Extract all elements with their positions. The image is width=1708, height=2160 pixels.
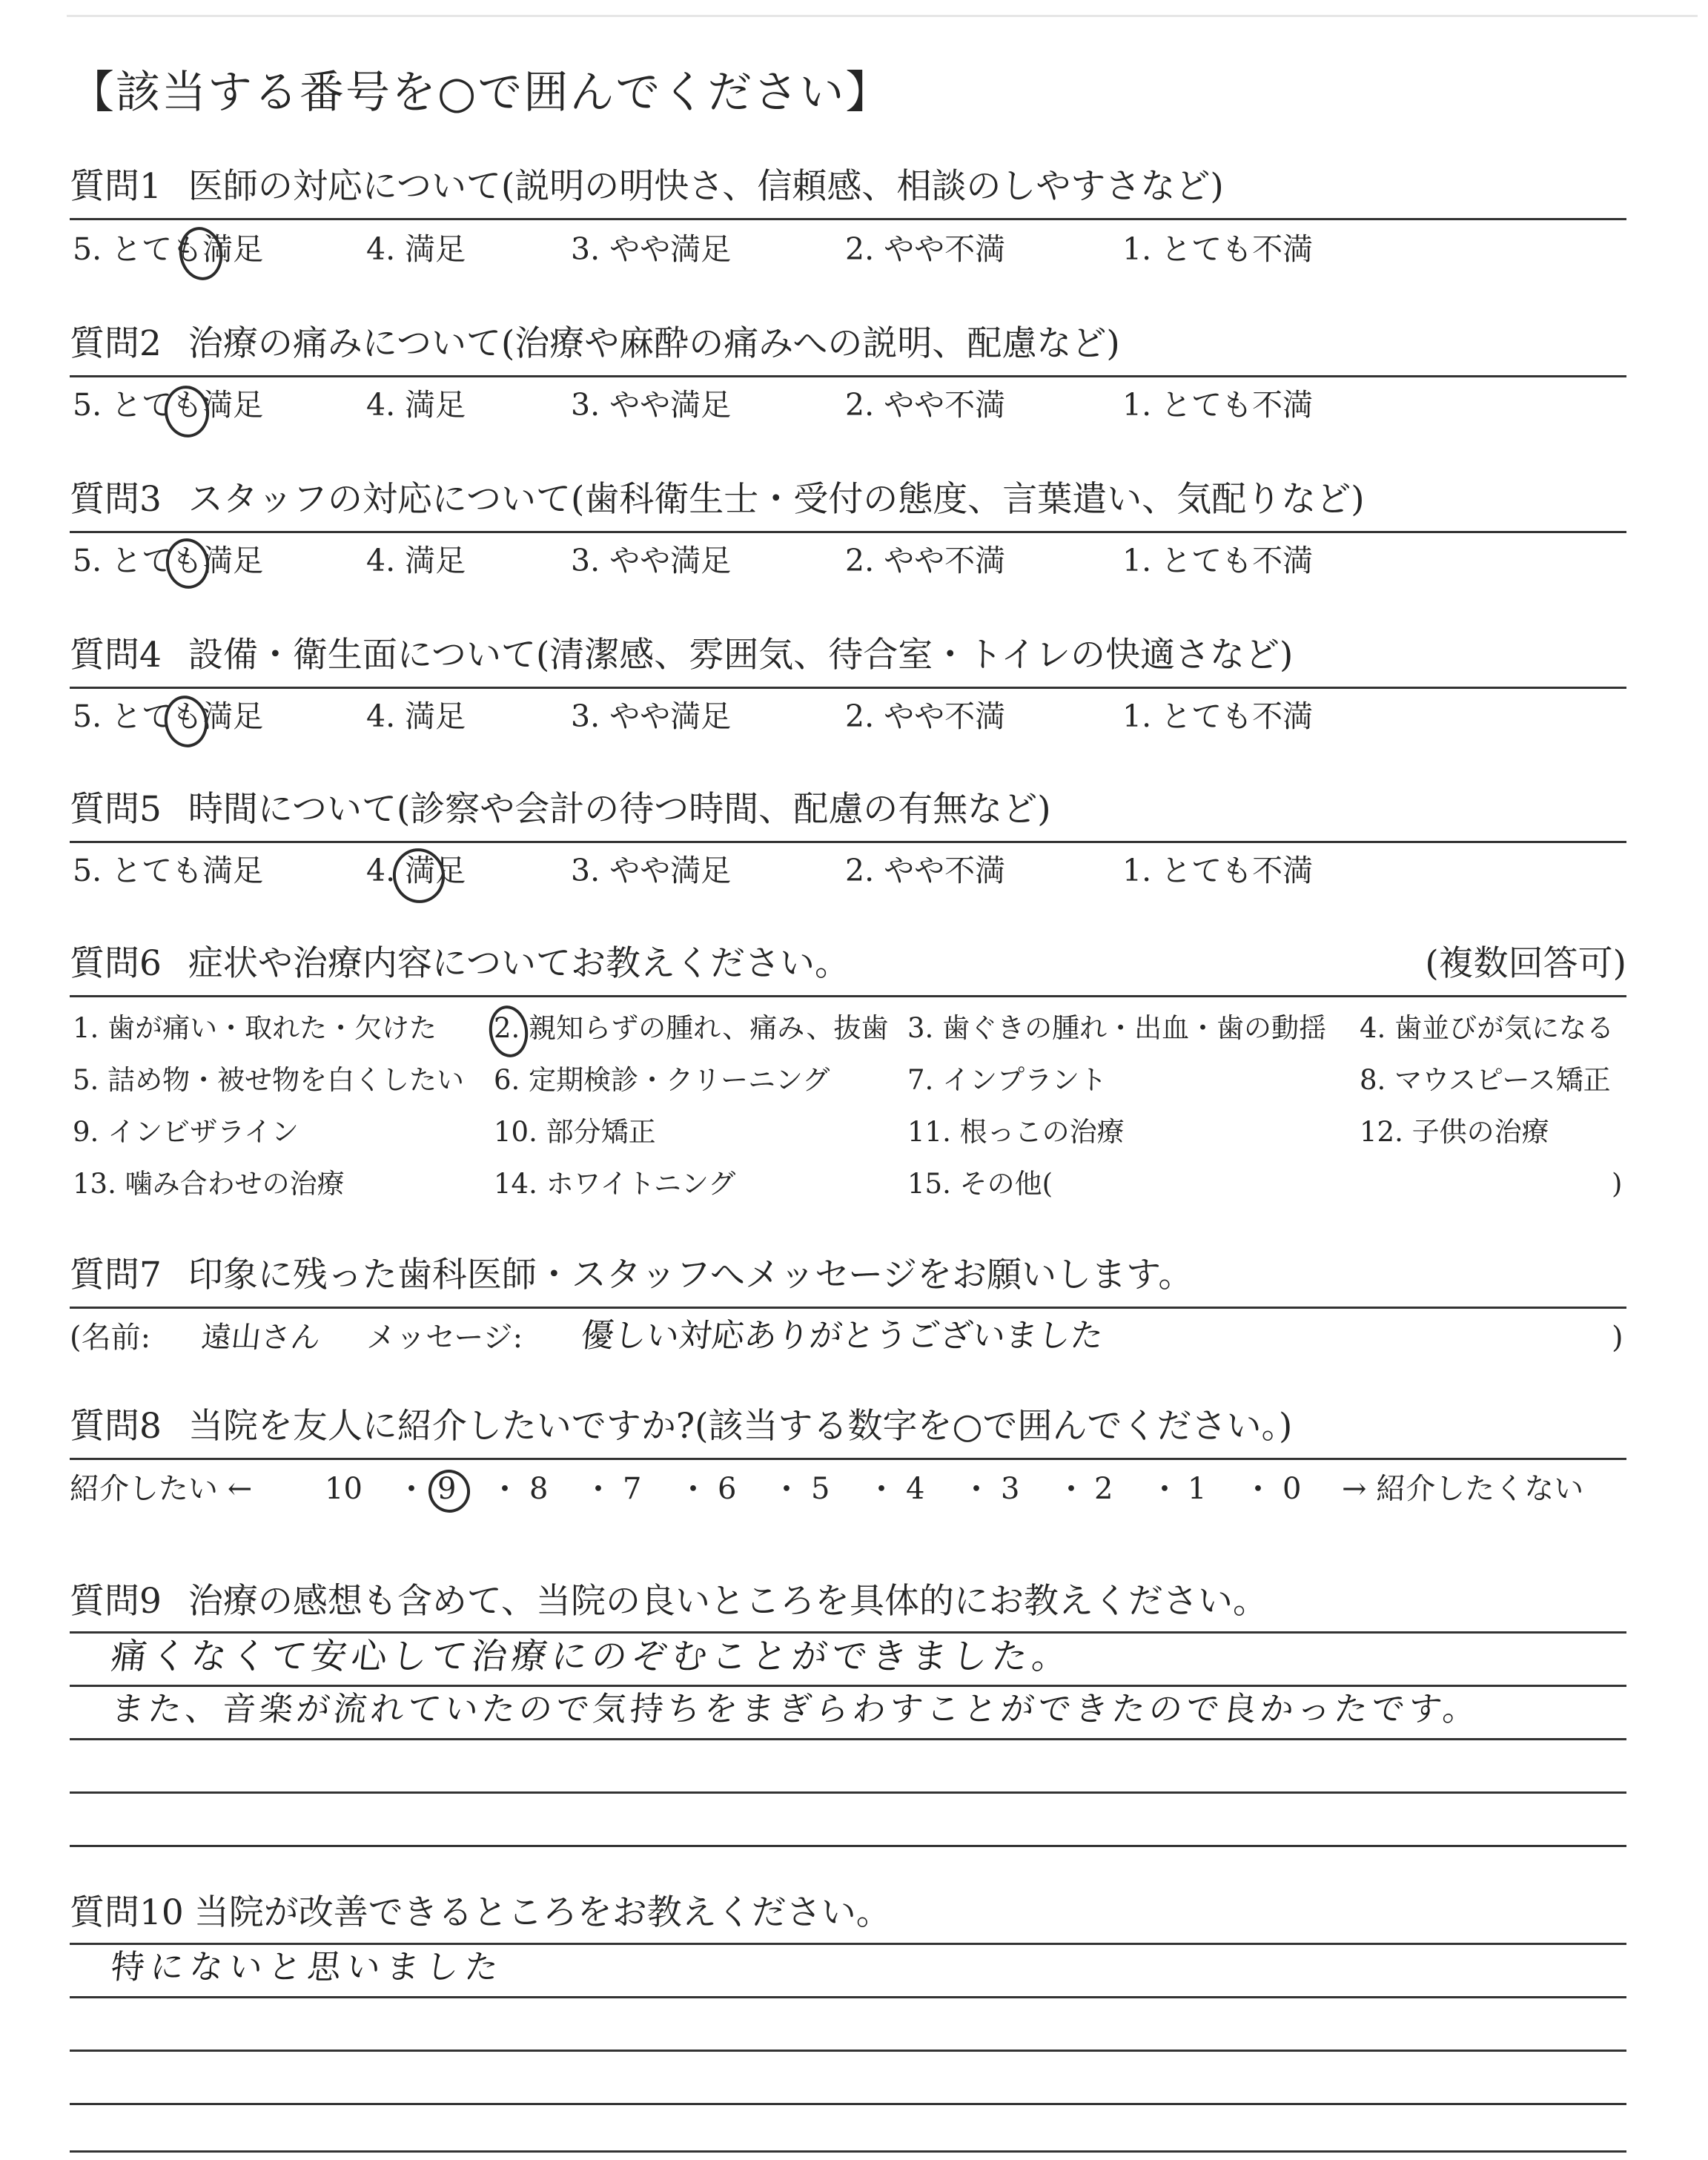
answer-line xyxy=(70,2103,1626,2105)
scale-dot: ・ xyxy=(1056,1471,1088,1507)
scale-1[interactable]: 1 xyxy=(1188,1472,1207,1506)
question-5-title xyxy=(70,789,1051,830)
question-text: 当院を友人に紹介したいですか?(該当する数字を○で囲んでください。) xyxy=(188,1406,1293,1447)
rating-option-5[interactable]: 5. とても満足 xyxy=(73,231,264,267)
answer-line xyxy=(70,1791,1626,1794)
answer-line xyxy=(70,1738,1626,1740)
scale-5[interactable]: 5 xyxy=(811,1472,830,1506)
answer-handwritten-line-1[interactable]: 特にないと思いました xyxy=(109,1947,506,1986)
rating-option-4[interactable]: 4. 満足 xyxy=(366,231,466,267)
symptom-option-9[interactable]: 9. インビザライン xyxy=(73,1116,299,1148)
question-number: 質問1 xyxy=(70,166,162,207)
symptom-option-15[interactable]: 15. その他( xyxy=(907,1168,1053,1200)
rating-option-1[interactable]: 1. とても不満 xyxy=(1122,231,1314,267)
message-label: メッセージ: xyxy=(366,1321,523,1355)
answer-line xyxy=(70,1631,1626,1634)
name-label: (名前: xyxy=(70,1321,151,1355)
scale-dot: ・ xyxy=(583,1471,615,1507)
scale-dot: ・ xyxy=(961,1471,993,1507)
symptom-option-6[interactable]: 6. 定期検診・クリーニング xyxy=(494,1064,830,1096)
question-7 xyxy=(70,1255,1626,1361)
scale-dot: ・ xyxy=(1242,1471,1274,1507)
question-9-title xyxy=(70,1581,1268,1622)
rating-option-4[interactable]: 4. 満足 xyxy=(366,698,466,734)
name-handwritten[interactable]: 遠山さん xyxy=(199,1321,322,1355)
rating-option-1[interactable]: 1. とても不満 xyxy=(1122,387,1314,423)
symptom-option-11[interactable]: 11. 根っこの治療 xyxy=(907,1116,1125,1148)
rating-option-1[interactable]: 1. とても不満 xyxy=(1122,853,1314,888)
scale-7[interactable]: 7 xyxy=(623,1472,642,1506)
question-4-title xyxy=(70,635,1294,676)
question-10 xyxy=(70,1892,1626,1955)
rating-option-2[interactable]: 2. やや不満 xyxy=(845,387,1006,423)
rating-option-5[interactable]: 5. とても満足 xyxy=(73,387,264,423)
question-2 xyxy=(70,323,1626,437)
rating-option-2[interactable]: 2. やや不満 xyxy=(845,231,1006,267)
scale-10[interactable]: 10 xyxy=(325,1472,363,1506)
question-text: 症状や治療内容についてお教えください。 xyxy=(188,943,850,984)
question-text: 当院が改善できるところをお教えください。 xyxy=(193,1892,891,1933)
question-number: 質問3 xyxy=(70,479,162,520)
question-rule xyxy=(70,687,1626,689)
other-close-paren: ) xyxy=(1612,1168,1623,1200)
rating-option-3[interactable]: 3. やや満足 xyxy=(571,543,732,578)
recommend-left-label: 紹介したい ← xyxy=(70,1472,253,1506)
question-8-title xyxy=(70,1406,1293,1447)
question-number: 質問6 xyxy=(70,943,162,984)
scale-4[interactable]: 4 xyxy=(906,1472,925,1506)
question-number: 質問5 xyxy=(70,789,162,830)
rating-option-1[interactable]: 1. とても不満 xyxy=(1122,543,1314,578)
rating-option-4[interactable]: 4. 満足 xyxy=(366,387,466,423)
answer-line xyxy=(70,1943,1626,1945)
question-number: 質問4 xyxy=(70,635,162,676)
symptom-option-3[interactable]: 3. 歯ぐきの腫れ・出血・歯の動揺 xyxy=(907,1012,1327,1044)
question-1 xyxy=(70,166,1626,280)
symptom-option-14[interactable]: 14. ホワイトニング xyxy=(494,1168,736,1200)
scale-dot: ・ xyxy=(1149,1471,1181,1507)
symptom-option-1[interactable]: 1. 歯が痛い・取れた・欠けた xyxy=(73,1012,437,1044)
recommend-right-label: → 紹介したくない xyxy=(1342,1472,1584,1506)
question-text: 医師の対応について(説明の明快さ、信頼感、相談のしやすさなど) xyxy=(188,166,1224,207)
scale-6[interactable]: 6 xyxy=(718,1472,737,1506)
question-text: 治療の痛みについて(治療や麻酔の痛みへの説明、配慮など) xyxy=(188,323,1120,364)
rating-option-2[interactable]: 2. やや不満 xyxy=(845,853,1006,888)
scale-8[interactable]: 8 xyxy=(529,1472,549,1506)
scale-2[interactable]: 2 xyxy=(1094,1472,1113,1506)
question-6-title xyxy=(70,943,850,984)
symptom-option-5[interactable]: 5. 詰め物・被せ物を白くしたい xyxy=(73,1064,465,1096)
question-2-title xyxy=(70,323,1120,364)
question-text: 時間について(診察や会計の待つ時間、配慮の有無など) xyxy=(188,789,1051,830)
symptom-option-4[interactable]: 4. 歯並びが気になる xyxy=(1360,1012,1615,1044)
message-close-paren: ) xyxy=(1612,1321,1623,1355)
answer-handwritten-line-2[interactable]: また、音楽が流れていたので気持ちをまぎらわすことができたので良かったです。 xyxy=(109,1689,1483,1728)
question-5 xyxy=(70,789,1626,903)
rating-option-5[interactable]: 5. とても満足 xyxy=(73,853,264,888)
answer-line xyxy=(70,2150,1626,2153)
scale-dot: ・ xyxy=(489,1471,521,1507)
question-number: 質問8 xyxy=(70,1406,162,1447)
rating-option-5[interactable]: 5. とても満足 xyxy=(73,543,264,578)
question-rule xyxy=(70,841,1626,843)
rating-option-3[interactable]: 3. やや満足 xyxy=(571,698,732,734)
rating-option-2[interactable]: 2. やや不満 xyxy=(845,543,1006,578)
question-1-title xyxy=(70,166,1224,207)
scale-dot: ・ xyxy=(678,1471,709,1507)
question-3-title xyxy=(70,479,1365,520)
question-rule xyxy=(70,531,1626,533)
scale-0[interactable]: 0 xyxy=(1282,1472,1302,1506)
answer-line xyxy=(70,2050,1626,2052)
selection-circle xyxy=(425,1466,474,1516)
question-rule xyxy=(70,1458,1626,1460)
question-text: 設備・衛生面について(清潔感、雰囲気、待合室・トイレの快適さなど) xyxy=(188,635,1294,676)
question-10-title xyxy=(70,1892,891,1933)
question-text: 印象に残った歯科医師・スタッフへメッセージをお願いします。 xyxy=(188,1255,1194,1295)
question-rule xyxy=(70,995,1626,997)
message-handwritten[interactable]: 優しい対応ありがとうございました xyxy=(579,1317,1105,1355)
scale-9[interactable]: 9 xyxy=(437,1472,457,1506)
scale-3[interactable]: 3 xyxy=(1001,1472,1020,1506)
question-text: スタッフの対応について(歯科衛生士・受付の態度、言葉遣い、気配りなど) xyxy=(188,479,1365,520)
rating-option-3[interactable]: 3. やや満足 xyxy=(571,231,732,267)
question-rule xyxy=(70,375,1626,377)
question-rule xyxy=(70,218,1626,220)
rating-option-4[interactable]: 4. 満足 xyxy=(366,543,466,578)
scale-dot: ・ xyxy=(866,1471,898,1507)
answer-line xyxy=(70,1845,1626,1847)
question-number: 質問7 xyxy=(70,1255,162,1295)
question-rule xyxy=(70,1307,1626,1309)
rating-option-3[interactable]: 3. やや満足 xyxy=(571,387,732,423)
question-8 xyxy=(70,1406,1626,1513)
symptom-option-13[interactable]: 13. 噛み合わせの治療 xyxy=(73,1168,345,1200)
symptom-option-8[interactable]: 8. マウスピース矯正 xyxy=(1360,1064,1611,1096)
question-number: 質問10 xyxy=(70,1892,184,1933)
form-instruction: 【該当する番号を○で囲んでください】 xyxy=(70,67,892,119)
question-3 xyxy=(70,479,1626,593)
question-4 xyxy=(70,635,1626,749)
symptom-option-10[interactable]: 10. 部分矯正 xyxy=(494,1116,656,1148)
scale-dot: ・ xyxy=(396,1471,428,1507)
answer-line xyxy=(70,1685,1626,1687)
question-number: 質問2 xyxy=(70,323,162,364)
rating-option-3[interactable]: 3. やや満足 xyxy=(571,853,732,888)
rating-option-5[interactable]: 5. とても満足 xyxy=(73,698,264,734)
question-text: 治療の感想も含めて、当院の良いところを具体的にお教えください。 xyxy=(188,1581,1268,1622)
question-number: 質問9 xyxy=(70,1581,162,1622)
multiple-answer-note: (複数回答可) xyxy=(1425,943,1626,984)
rating-option-1[interactable]: 1. とても不満 xyxy=(1122,698,1314,734)
symptom-option-12[interactable]: 12. 子供の治療 xyxy=(1360,1116,1549,1148)
answer-handwritten-line-1[interactable]: 痛くなくて安心して治療にのぞむことができました。 xyxy=(109,1636,1074,1677)
symptom-option-7[interactable]: 7. インプラント xyxy=(907,1064,1108,1096)
symptom-option-2[interactable]: 2. 親知らずの腫れ、痛み、抜歯 xyxy=(494,1012,889,1044)
question-6 xyxy=(70,943,1626,1213)
rating-option-4[interactable]: 4. 満足 xyxy=(366,853,466,888)
answer-line xyxy=(70,1996,1626,1998)
question-7-title xyxy=(70,1255,1194,1295)
scale-dot: ・ xyxy=(771,1471,803,1507)
rating-option-2[interactable]: 2. やや不満 xyxy=(845,698,1006,734)
page-edge xyxy=(67,15,1698,17)
